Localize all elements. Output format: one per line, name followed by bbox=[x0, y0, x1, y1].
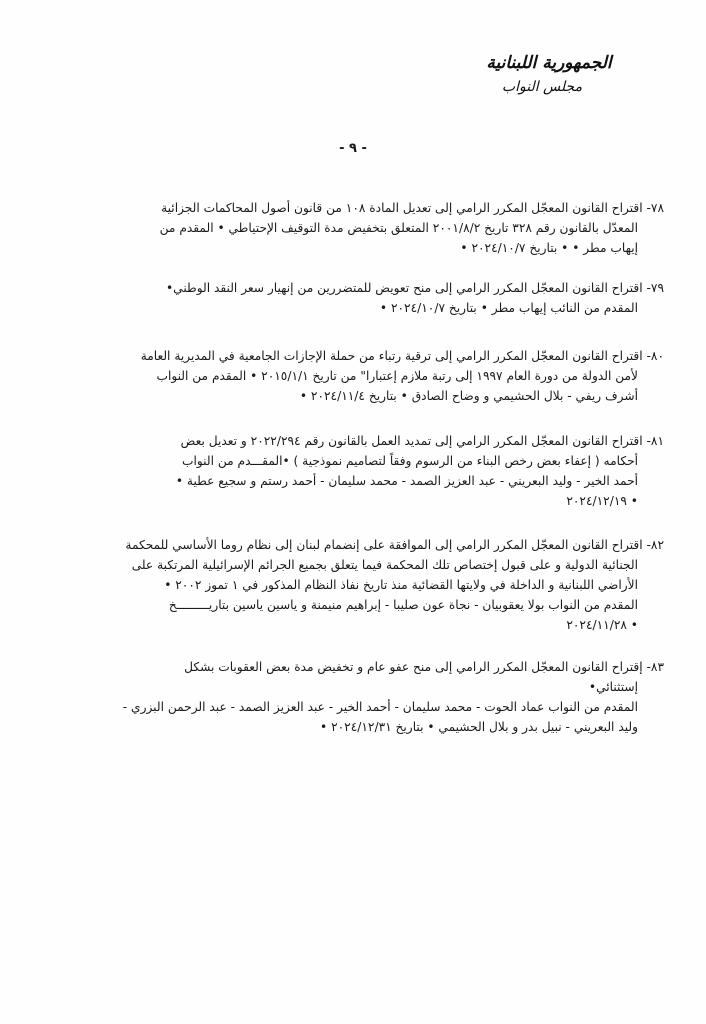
proposal-line: المقدم من النائب إيهاب مطر • بتاريخ ٢٠٢٤/١٠/٧ • bbox=[379, 301, 638, 315]
proposal-item-79 bbox=[34, 278, 664, 318]
proposal-line: ٨١- اقتراح القانون المعجّل المكرر الرامي إلى تمديد العمل بالقانون رقم ٢٠٢٢/٢٩٤ و تعديل بعض bbox=[180, 434, 664, 448]
proposal-item-81 bbox=[34, 431, 664, 511]
proposal-line: ٧٨- اقتراح القانون المعجّل المكرر الرامي إلى تعديل المادة ١٠٨ من قانون أصول المحاكمات الجزائية bbox=[161, 201, 664, 215]
proposal-line: الأراضي اللبنانية و الداخلة في ولايتها القضائية منذ تاريخ نفاذ النظام المذكور في ١ تموز ٢٠٠٢ • bbox=[164, 578, 638, 592]
letterhead-republic: الجمهورية اللبنانية bbox=[486, 53, 612, 73]
letterhead bbox=[474, 50, 624, 98]
proposal-line: ٨٢- اقتراح القانون المعجّل المكرر الرامي إلى الموافقة على إنضمام لبنان إلى نظام روما الأساسي للمحكمة bbox=[125, 538, 664, 552]
proposal-line: أحكامه ( إعفاء بعض رخص البناء من الرسوم وفقاً لتصاميم نموذجية ) •المقـــدم من النواب bbox=[182, 454, 638, 468]
proposal-line: أشرف ريفي - بلال الحشيمي و وضاح الصادق • بتاريخ ٢٠٢٤/١١/٤ • bbox=[299, 389, 638, 403]
letterhead-parliament: مجلس النواب bbox=[501, 79, 583, 95]
proposal-item-82 bbox=[34, 535, 664, 635]
proposal-line: المقدم من النواب عماد الحوت - محمد سليمان - أحمد الخير - عبد العزيز الصمد - عبد الرحمن البزري - bbox=[122, 700, 638, 714]
proposal-line: ٨٠- اقتراح القانون المعجّل المكرر الرامي إلى ترقية رتباء من حملة الإجازات الجامعية في المديرية العامة bbox=[140, 349, 664, 363]
proposal-item-83 bbox=[34, 657, 664, 737]
proposal-item-80 bbox=[34, 346, 664, 406]
page-number: - ٩ - bbox=[339, 141, 367, 156]
proposal-line: لأمن الدولة من دورة العام ١٩٩٧ إلى رتبة ملازم إعتبارا" من تاريخ ٢٠١٥/١/١ • المقدم من النواب bbox=[156, 369, 638, 383]
proposal-line: المقدم من النواب بولا يعقوبيان - نجاة عون صليبا - إبراهيم منيمنة و ياسين ياسين بتاريـــــــــخ bbox=[168, 598, 638, 612]
proposal-line: المعدّل بالقانون رقم ٣٢٨ تاريخ ٢٠٠١/٨/٢ المتعلق بتخفيض مدة التوقيف الإحتياطي • المقدم من bbox=[159, 221, 638, 235]
proposal-item-78 bbox=[34, 198, 664, 258]
proposal-line: • ٢٠٢٤/١١/٢٨ bbox=[566, 618, 638, 632]
proposal-line: ٨٣- إقتراح القانون المعجّل المكرر الرامي إلى منح عفو عام و تخفيض مدة بعض العقوبات بشكل bbox=[184, 660, 664, 674]
proposal-line: إستثنائي• bbox=[588, 680, 638, 694]
proposal-line: إيهاب مطر • • بتاريخ ٢٠٢٤/١٠/٧ • bbox=[460, 241, 638, 255]
proposal-line: ٧٩- اقتراح القانون المعجّل المكرر الرامي إلى منح تعويض للمتضررين من إنهيار سعر النقد الوطني• bbox=[165, 281, 664, 295]
proposal-line: أحمد الخير - وليد البعريني - عبد العزيز الصمد - محمد سليمان - أحمد رستم و سجيع عطية • bbox=[175, 474, 638, 488]
proposal-line: • ٢٠٢٤/١٢/١٩ bbox=[566, 494, 638, 508]
proposal-line: وليد البعريني - نبيل بدر و بلال الحشيمي • بتاريخ ٢٠٢٤/١٢/٣١ • bbox=[320, 720, 638, 734]
proposals-list bbox=[34, 198, 664, 755]
proposal-line: الجنائية الدولية و على قبول إختصاص تلك المحكمة فيما يتعلق بجميع الجرائم الإسرائيلية المرتكبة على bbox=[131, 558, 638, 572]
